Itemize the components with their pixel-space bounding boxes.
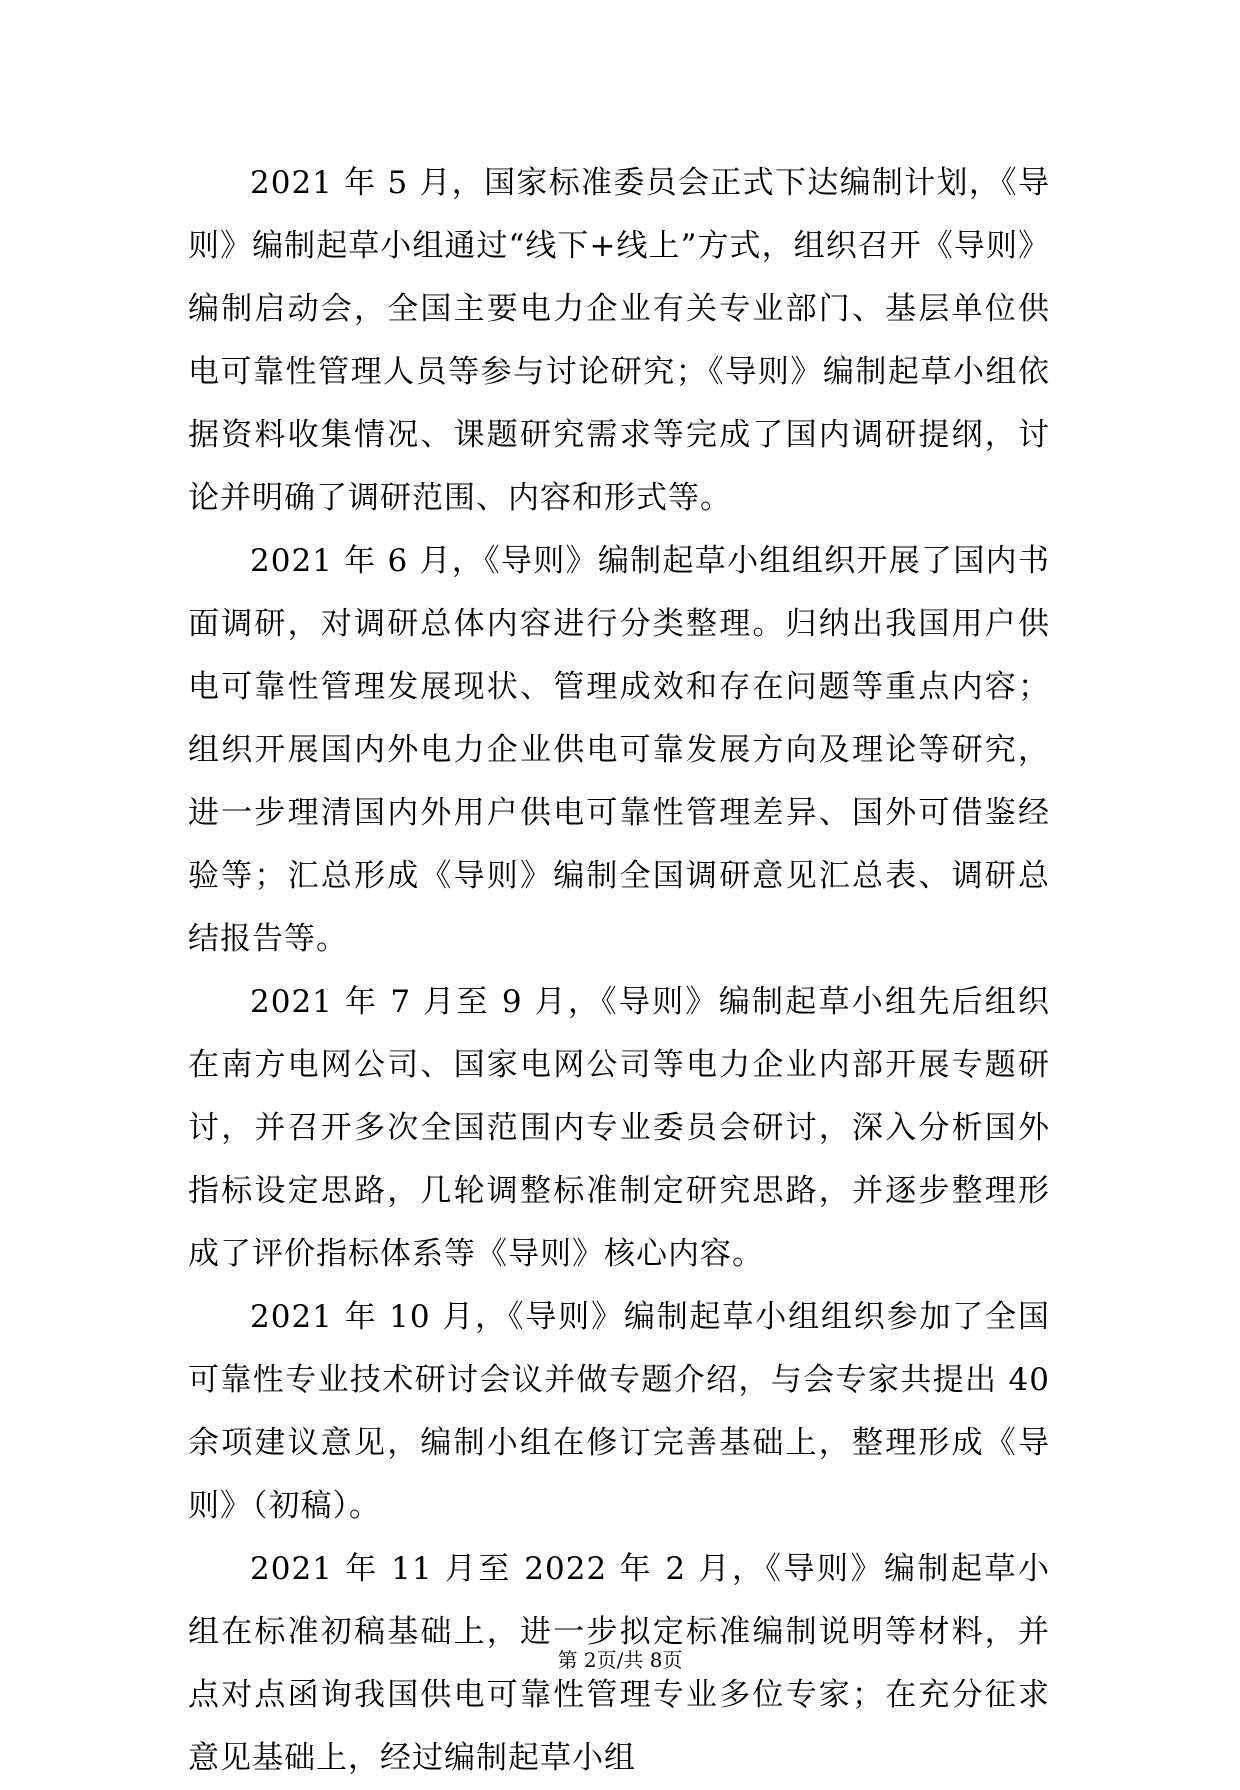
- body-text: [188, 152, 1050, 1790]
- page-number-footer: 第 2页/共 8页: [557, 1648, 683, 1672]
- paragraph-june-2021: 2021 年 6 月，《导则》编制起草小组组织开展了国内书面调研，对调研总体内容进行分类整理。归纳出我国用户供电可靠性管理发展现状、管理成效和存在问题等重点内容；组织开展国内外电力企业供电可靠发展方向及理论等研究，进一步理清国内外用户供电可靠性管理差异、国外可借鉴经验等；汇总形成《导则》编制全国调研意见汇总表、调研总结报告等。: [188, 543, 1050, 957]
- paragraph-october-2021: 2021 年 10 月，《导则》编制起草小组组织参加了全国可靠性专业技术研讨会议并做专题介绍，与会专家共提出 40 余项建议意见，编制小组在修订完善基础上，整理形成《导则》（初稿）。: [188, 1299, 1050, 1524]
- paragraph-november-2021-february-2022: 2021 年 11 月至 2022 年 2 月，《导则》编制起草小组在标准初稿基础上，进一步拟定标准编制说明等材料，并点对点函询我国供电可靠性管理专业多位专家；在充分征求意见基础上，经过编制起草小组: [188, 1551, 1050, 1776]
- paragraph-may-2021: 2021 年 5 月，国家标准委员会正式下达编制计划，《导则》编制起草小组通过“线下+线上”方式，组织召开《导则》编制启动会，全国主要电力企业有关专业部门、基层单位供电可靠性管理人员等参与讨论研究；《导则》编制起草小组依据资料收集情况、课题研究需求等完成了国内调研提纲，讨论并明确了调研范围、内容和形式等。: [188, 165, 1050, 516]
- paragraph-july-september-2021: 2021 年 7 月至 9 月，《导则》编制起草小组先后组织在南方电网公司、国家电网公司等电力企业内部开展专题研讨，并召开多次全国范围内专业委员会研讨，深入分析国外指标设定思路，几轮调整标准制定研究思路，并逐步整理形成了评价指标体系等《导则》核心内容。: [188, 984, 1050, 1272]
